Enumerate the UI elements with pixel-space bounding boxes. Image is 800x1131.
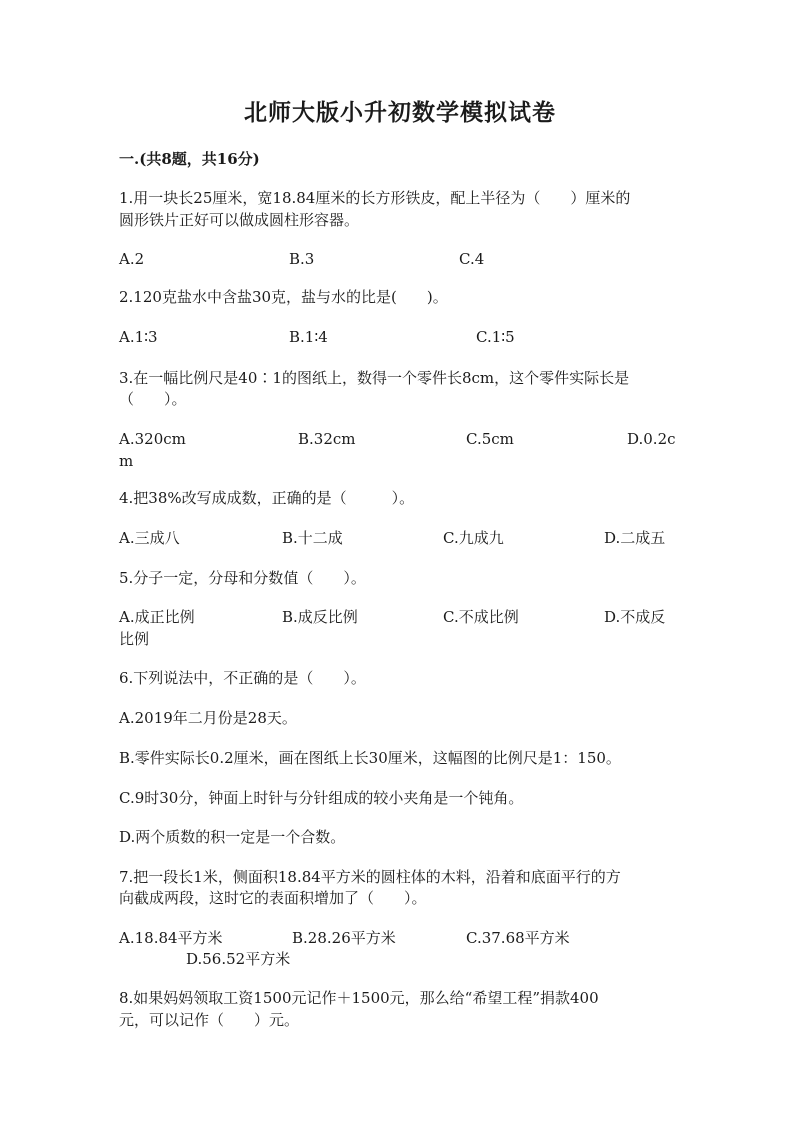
question-2-option-b: B.1∶4 bbox=[289, 328, 328, 346]
question-4-option-d: D.二成五 bbox=[604, 529, 666, 547]
question-3-option-d-wrap: m bbox=[119, 452, 134, 470]
question-3-option-d: D.0.2c bbox=[627, 430, 676, 448]
question-4-option-a: A.三成八 bbox=[119, 529, 180, 547]
question-3-option-c: C.5cm bbox=[466, 430, 514, 448]
question-7-option-a: A.18.84平方米 bbox=[119, 929, 223, 947]
question-5-option-d: D.不成反 bbox=[604, 608, 666, 626]
question-1-option-b: B.3 bbox=[289, 250, 315, 268]
question-7-stem-line-2: 向截成两段，这时它的表面积增加了（ ）。 bbox=[119, 889, 427, 907]
question-6-option-b: B.零件实际长0.2厘米，画在图纸上长30厘米，这幅图的比例尺是1：150。 bbox=[119, 749, 621, 767]
question-7-stem-line-1: 7.把一段长1米，侧面积18.84平方米的圆柱体的木料，沿着和底面平行的方 bbox=[119, 868, 621, 886]
question-7-option-d: D.56.52平方米 bbox=[186, 950, 291, 968]
question-6-option-a: A.2019年二月份是28天。 bbox=[119, 709, 297, 727]
question-4-option-b: B.十二成 bbox=[282, 529, 343, 547]
question-5-option-c: C.不成比例 bbox=[443, 608, 519, 626]
question-2-stem: 2.120克盐水中含盐30克，盐与水的比是( )。 bbox=[119, 288, 448, 306]
question-4-stem: 4.把38%改写成成数，正确的是（ ）。 bbox=[119, 489, 415, 507]
page-title: 北师大版小升初数学模拟试卷 bbox=[244, 99, 556, 126]
question-6-option-d: D.两个质数的积一定是一个合数。 bbox=[119, 828, 346, 846]
question-5-option-a: A.成正比例 bbox=[119, 608, 195, 626]
question-2-option-c: C.1∶5 bbox=[476, 328, 515, 346]
question-2-option-a: A.1∶3 bbox=[119, 328, 158, 346]
question-6-stem: 6.下列说法中，不正确的是（ ）。 bbox=[119, 669, 366, 687]
question-1-option-c: C.4 bbox=[459, 250, 485, 268]
question-3-stem-line-1: 3.在一幅比例尺是40∶1的图纸上，数得一个零件长8cm，这个零件实际长是 bbox=[119, 369, 630, 387]
question-8-stem-line-2: 元，可以记作（ ）元。 bbox=[119, 1011, 300, 1029]
question-7-option-b: B.28.26平方米 bbox=[292, 929, 396, 947]
question-3-option-b: B.32cm bbox=[298, 430, 356, 448]
question-5-option-d-wrap: 比例 bbox=[119, 630, 150, 648]
question-1-stem-line-1: 1.用一块长25厘米，宽18.84厘米的长方形铁皮，配上半径为（ ）厘米的 bbox=[119, 189, 631, 207]
question-3-option-a: A.320cm bbox=[119, 430, 186, 448]
question-7-option-c: C.37.68平方米 bbox=[466, 929, 570, 947]
question-3-stem-line-2: （ ）。 bbox=[119, 390, 187, 408]
question-4-option-c: C.九成九 bbox=[443, 529, 504, 547]
question-5-stem: 5.分子一定，分母和分数值（ ）。 bbox=[119, 569, 366, 587]
question-1-stem-line-2: 圆形铁片正好可以做成圆柱形容器。 bbox=[119, 211, 360, 229]
question-1-option-a: A.2 bbox=[119, 250, 145, 268]
section-heading: 一.(共8题，共16分) bbox=[119, 150, 260, 168]
question-6-option-c: C.9时30分，钟面上时针与分针组成的较小夹角是一个钝角。 bbox=[119, 789, 524, 807]
question-8-stem-line-1: 8.如果妈妈领取工资1500元记作＋1500元，那么给“希望工程”捐款400 bbox=[119, 989, 599, 1007]
question-5-option-b: B.成反比例 bbox=[282, 608, 358, 626]
